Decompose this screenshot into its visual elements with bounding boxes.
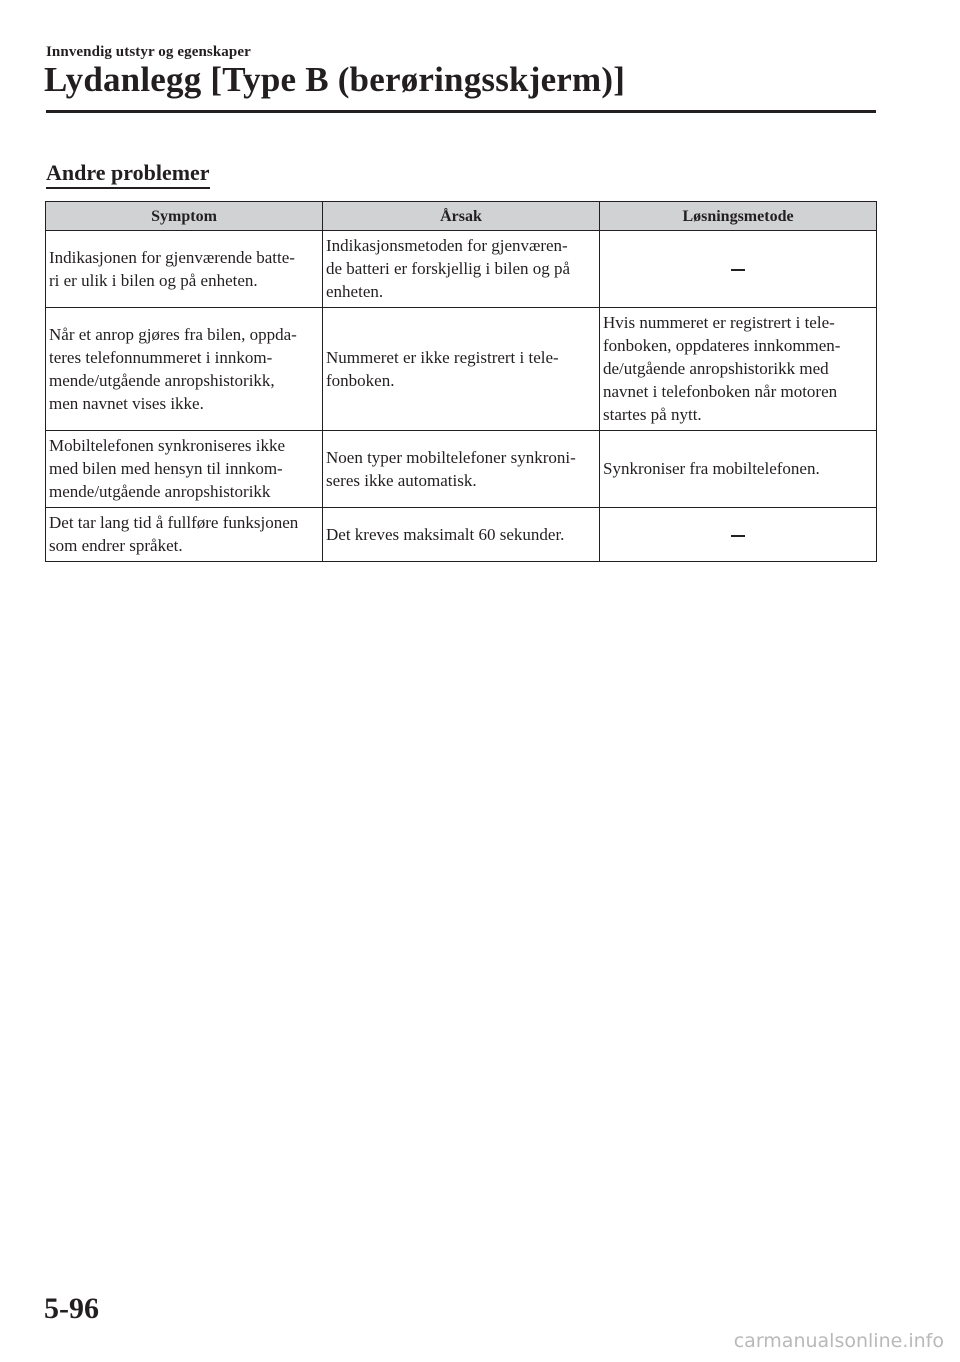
table-row <box>46 508 877 562</box>
cell-line: navnet i telefonboken når motoren <box>603 382 838 401</box>
header-symptom: Symptom <box>46 202 323 231</box>
cause-cell <box>323 431 600 508</box>
chapter-title: Lydanlegg [Type B (berøringsskjerm)] <box>44 60 626 99</box>
cell-line: Synkroniser fra mobiltelefonen. <box>603 459 820 478</box>
em-dash-mark <box>731 269 745 271</box>
header-cause: Årsak <box>323 202 600 231</box>
cell-line: Indikasjonsmetoden for gjenværen- <box>326 236 568 255</box>
cell-line: de batteri er forskjellig i bilen og på <box>326 259 571 278</box>
symptom-cell <box>46 431 323 508</box>
solution-cell <box>600 431 877 508</box>
table-row <box>46 308 877 431</box>
symptom-cell <box>46 508 323 562</box>
cell-line: Mobiltelefonen synkroniseres ikke <box>49 436 286 455</box>
header-solution: Løsningsmetode <box>600 202 877 231</box>
page-number: 5-96 <box>44 1292 99 1325</box>
cell-line: Det kreves maksimalt 60 sekunder. <box>326 524 565 544</box>
cell-line: Når et anrop gjøres fra bilen, oppda- <box>49 324 297 344</box>
cell-line: de/utgående anropshistorikk med <box>603 359 829 378</box>
em-dash-mark <box>731 535 745 537</box>
section-kicker: Innvendig utstyr og egenskaper <box>46 44 251 60</box>
cause-cell <box>323 308 600 431</box>
cell-line: enheten. <box>326 282 384 301</box>
cell-line: fonboken. <box>326 370 395 390</box>
solution-cell <box>600 308 877 431</box>
cell-line: seres ikke automatisk. <box>326 470 477 490</box>
sub-heading: Andre problemer <box>46 160 210 189</box>
cell-line: mende/utgående anropshistorikk <box>49 482 271 501</box>
cell-line: fonboken, oppdateres innkommen- <box>603 336 841 355</box>
cell-line: teres telefonnummeret i innkom- <box>49 347 273 367</box>
cell-line: startes på nytt. <box>603 405 702 424</box>
cell-line: mende/utgående anropshistorikk, <box>49 370 275 390</box>
cell-line: som endrer språket. <box>49 536 183 555</box>
cell-line: Indikasjonen for gjenværende batte- <box>49 247 295 267</box>
cause-cell <box>323 231 600 308</box>
troubleshooting-table <box>45 201 877 562</box>
cell-line: men navnet vises ikke. <box>49 393 204 413</box>
cell-line: Nummeret er ikke registrert i tele- <box>326 347 559 367</box>
cell-line: ri er ulik i bilen og på enheten. <box>49 270 258 290</box>
symptom-cell <box>46 231 323 308</box>
solution-cell <box>600 508 877 562</box>
cell-line: Det tar lang tid å fullføre funksjonen <box>49 513 299 532</box>
cause-cell <box>323 508 600 562</box>
cell-line: Hvis nummeret er registrert i tele- <box>603 313 835 332</box>
solution-cell <box>600 231 877 308</box>
table-row <box>46 231 877 308</box>
title-rule <box>46 110 876 113</box>
table-header-row <box>46 202 877 231</box>
table-row <box>46 431 877 508</box>
cell-line: med bilen med hensyn til innkom- <box>49 459 283 478</box>
symptom-cell <box>46 308 323 431</box>
cell-line: Noen typer mobiltelefoner synkroni- <box>326 447 576 467</box>
watermark: carmanualsonline.info <box>733 1330 944 1352</box>
